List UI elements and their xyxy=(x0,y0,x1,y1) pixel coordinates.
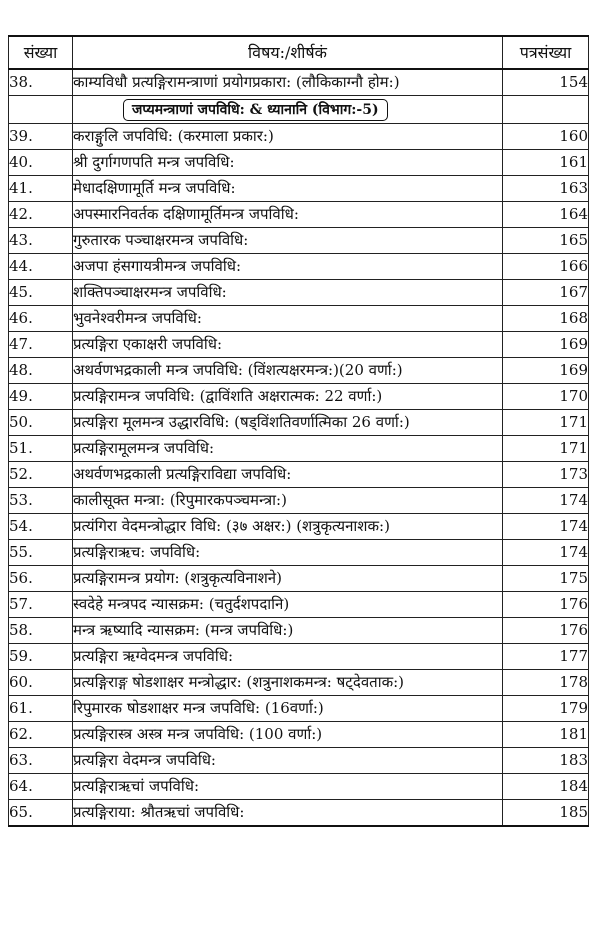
section-number-cell xyxy=(9,96,73,124)
entry-number: 48. xyxy=(9,358,73,384)
table-row xyxy=(9,618,589,644)
contents-table xyxy=(8,35,589,827)
entry-page-number: 170 xyxy=(503,384,589,410)
entry-title: प्रत्यङ्गिराङ्ग षोडशाक्षर मन्त्रोद्धार: (शत्रुनाशकमन्त्र: षट्देवताक:) xyxy=(73,670,503,696)
entry-page-number: 168 xyxy=(503,306,589,332)
entry-title: प्रत्यङ्गिरास्त्र अस्त्र मन्त्र जपविधि: (100 वर्णा:) xyxy=(73,722,503,748)
entry-title: प्रत्यङ्गिराऋचां जपविधि: xyxy=(73,774,503,800)
entry-title: प्रत्यङ्गिराया: श्रौतऋचां जपविधि: xyxy=(73,800,503,827)
entry-title: अथर्वणभद्रकाली मन्त्र जपविधि: (विंशत्यक्षरमन्त्र:)(20 वर्णा:) xyxy=(73,358,503,384)
entry-number: 40. xyxy=(9,150,73,176)
table-row xyxy=(9,722,589,748)
header-title: विषय:/शीर्षकं xyxy=(73,36,503,69)
table-row xyxy=(9,69,589,96)
entry-page-number: 167 xyxy=(503,280,589,306)
entry-number: 52. xyxy=(9,462,73,488)
table-row xyxy=(9,176,589,202)
entry-title: अपस्मारनिवर्तक दक्षिणामूर्तिमन्त्र जपविधि: xyxy=(73,202,503,228)
entry-title: अथर्वणभद्रकाली प्रत्यङ्गिराविद्या जपविधि: xyxy=(73,462,503,488)
entry-page-number: 175 xyxy=(503,566,589,592)
header-number: संख्या xyxy=(9,36,73,69)
entry-number: 49. xyxy=(9,384,73,410)
entry-title: प्रत्यङ्गिराऋच: जपविधि: xyxy=(73,540,503,566)
entry-number: 39. xyxy=(9,124,73,150)
entry-page-number: 163 xyxy=(503,176,589,202)
table-row xyxy=(9,670,589,696)
entry-number: 65. xyxy=(9,800,73,827)
table-header-row xyxy=(9,36,589,69)
entry-page-number: 174 xyxy=(503,540,589,566)
section-heading: जप्यमन्त्राणां जपविधि: & ध्यानानि (विभाग:-5) xyxy=(123,99,388,121)
entry-page-number: 160 xyxy=(503,124,589,150)
entry-number: 38. xyxy=(9,69,73,96)
table-row xyxy=(9,332,589,358)
entry-title: श्री दुर्गागणपति मन्त्र जपविधि: xyxy=(73,150,503,176)
table-row xyxy=(9,358,589,384)
entry-number: 44. xyxy=(9,254,73,280)
table-row xyxy=(9,592,589,618)
table-row xyxy=(9,748,589,774)
table-row xyxy=(9,254,589,280)
table-row xyxy=(9,644,589,670)
table-row xyxy=(9,410,589,436)
toc-page xyxy=(8,0,594,927)
entry-title: स्वदेहे मन्त्रपद न्यासक्रम: (चतुर्दशपदानि) xyxy=(73,592,503,618)
entry-title: प्रत्यंगिरा वेदमन्त्रोद्धार विधि: (३७ अक्षर:) (शत्रुकृत्यनाशक:) xyxy=(73,514,503,540)
table-row xyxy=(9,488,589,514)
entry-number: 51. xyxy=(9,436,73,462)
entry-title: कराङ्गुलि जपविधि: (करमाला प्रकार:) xyxy=(73,124,503,150)
entry-number: 42. xyxy=(9,202,73,228)
entry-page-number: 181 xyxy=(503,722,589,748)
entry-page-number: 183 xyxy=(503,748,589,774)
table-row xyxy=(9,696,589,722)
entry-page-number: 177 xyxy=(503,644,589,670)
entry-number: 53. xyxy=(9,488,73,514)
entry-number: 60. xyxy=(9,670,73,696)
table-row xyxy=(9,228,589,254)
entry-title: प्रत्यङ्गिरा मूलमन्त्र उद्धारविधि: (षड्विंशतिवर्णात्मिका 26 वर्णा:) xyxy=(73,410,503,436)
entry-number: 55. xyxy=(9,540,73,566)
entry-page-number: 165 xyxy=(503,228,589,254)
table-row xyxy=(9,280,589,306)
entry-title: काम्यविधौ प्रत्यङ्गिरामन्त्राणां प्रयोगप्रकारा: (लौकिकाग्नौ होम:) xyxy=(73,69,503,96)
entry-page-number: 179 xyxy=(503,696,589,722)
entry-page-number: 171 xyxy=(503,436,589,462)
entry-page-number: 176 xyxy=(503,618,589,644)
entry-page-number: 185 xyxy=(503,800,589,827)
section-title-cell xyxy=(73,96,503,124)
header-page: पत्रसंख्या xyxy=(503,36,589,69)
entry-title: गुरुतारक पञ्चाक्षरमन्त्र जपविधि: xyxy=(73,228,503,254)
entry-page-number: 176 xyxy=(503,592,589,618)
table-row xyxy=(9,566,589,592)
table-row xyxy=(9,540,589,566)
section-page-cell xyxy=(503,96,589,124)
table-row xyxy=(9,202,589,228)
table-row xyxy=(9,462,589,488)
entry-page-number: 166 xyxy=(503,254,589,280)
entry-page-number: 174 xyxy=(503,488,589,514)
entry-page-number: 184 xyxy=(503,774,589,800)
table-row xyxy=(9,124,589,150)
entry-title: रिपुमारक षोडशाक्षर मन्त्र जपविधि: (16वर्णा:) xyxy=(73,696,503,722)
entry-number: 63. xyxy=(9,748,73,774)
entry-title: प्रत्यङ्गिरामन्त्र प्रयोग: (शत्रुकृत्यविनाशने) xyxy=(73,566,503,592)
entry-page-number: 169 xyxy=(503,332,589,358)
table-row xyxy=(9,384,589,410)
entry-number: 62. xyxy=(9,722,73,748)
entry-title: प्रत्यङ्गिरा एकाक्षरी जपविधि: xyxy=(73,332,503,358)
entry-title: प्रत्यङ्गिरामूलमन्त्र जपविधि: xyxy=(73,436,503,462)
entry-number: 58. xyxy=(9,618,73,644)
entry-number: 45. xyxy=(9,280,73,306)
entry-number: 47. xyxy=(9,332,73,358)
entry-title: शक्तिपञ्चाक्षरमन्त्र जपविधि: xyxy=(73,280,503,306)
table-row xyxy=(9,774,589,800)
entry-page-number: 161 xyxy=(503,150,589,176)
entry-number: 57. xyxy=(9,592,73,618)
entry-page-number: 154 xyxy=(503,69,589,96)
entry-number: 50. xyxy=(9,410,73,436)
entry-title: मन्त्र ऋष्यादि न्यासक्रम: (मन्त्र जपविधि:) xyxy=(73,618,503,644)
entry-number: 59. xyxy=(9,644,73,670)
table-row xyxy=(9,800,589,827)
entry-title: भुवनेश्वरीमन्त्र जपविधि: xyxy=(73,306,503,332)
entry-page-number: 178 xyxy=(503,670,589,696)
table-row xyxy=(9,436,589,462)
entry-page-number: 171 xyxy=(503,410,589,436)
entry-title: अजपा हंसगायत्रीमन्त्र जपविधि: xyxy=(73,254,503,280)
entry-page-number: 174 xyxy=(503,514,589,540)
entry-title: प्रत्यङ्गिरा वेदमन्त्र जपविधि: xyxy=(73,748,503,774)
entry-page-number: 164 xyxy=(503,202,589,228)
contents-body xyxy=(9,69,589,826)
table-row xyxy=(9,514,589,540)
entry-title: प्रत्यङ्गिरामन्त्र जपविधि: (द्वाविंशति अक्षरात्मक: 22 वर्णा:) xyxy=(73,384,503,410)
entry-number: 54. xyxy=(9,514,73,540)
entry-title: कालीसूक्त मन्त्रा: (रिपुमारकपञ्चमन्त्रा:) xyxy=(73,488,503,514)
entry-number: 46. xyxy=(9,306,73,332)
entry-number: 61. xyxy=(9,696,73,722)
table-row xyxy=(9,150,589,176)
entry-page-number: 173 xyxy=(503,462,589,488)
table-row xyxy=(9,306,589,332)
entry-number: 56. xyxy=(9,566,73,592)
entry-number: 64. xyxy=(9,774,73,800)
entry-number: 43. xyxy=(9,228,73,254)
entry-title: प्रत्यङ्गिरा ऋग्वेदमन्त्र जपविधि: xyxy=(73,644,503,670)
entry-page-number: 169 xyxy=(503,358,589,384)
section-heading-row xyxy=(9,96,589,124)
entry-number: 41. xyxy=(9,176,73,202)
entry-title: मेधादक्षिणामूर्ति मन्त्र जपविधि: xyxy=(73,176,503,202)
